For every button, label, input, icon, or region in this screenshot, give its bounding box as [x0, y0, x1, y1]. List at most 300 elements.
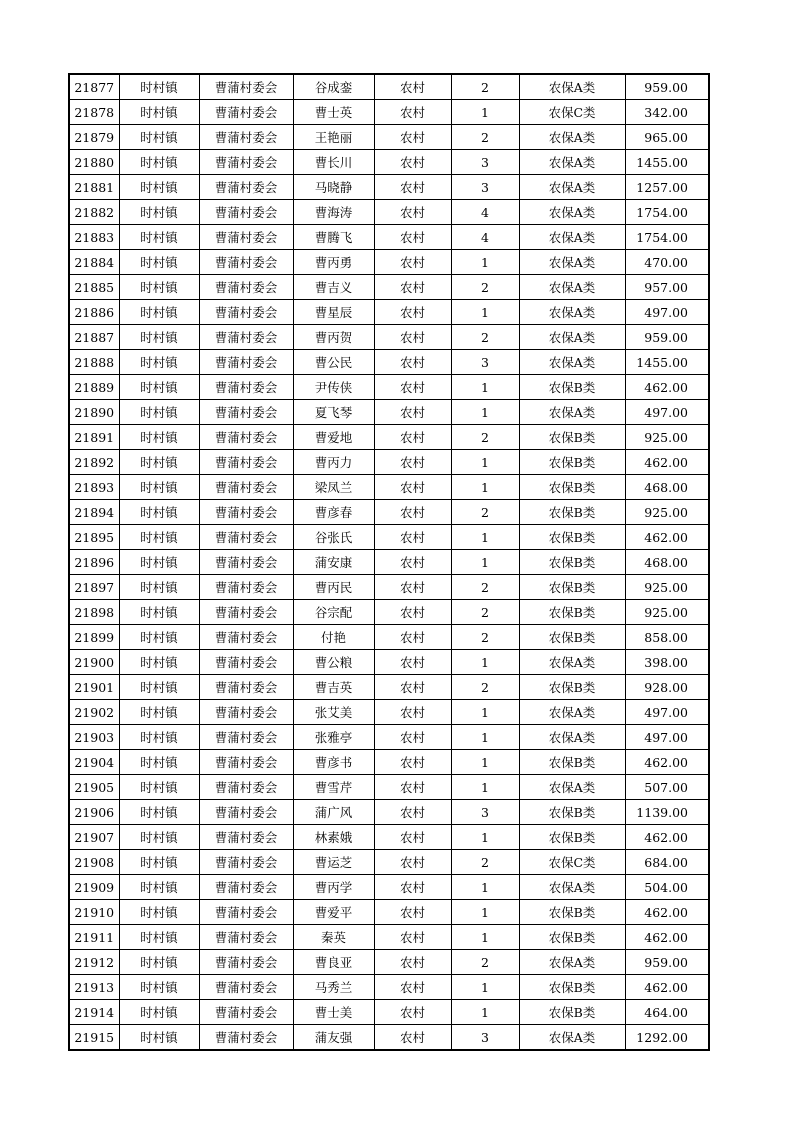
- table-row: [69, 225, 709, 250]
- name-cell: 曹丙民: [293, 575, 374, 600]
- town-cell: 时村镇: [119, 750, 199, 775]
- record-id-cell: 21883: [69, 225, 119, 250]
- category-cell: 农保B类: [519, 925, 625, 950]
- town-cell: 时村镇: [119, 400, 199, 425]
- town-cell: 时村镇: [119, 500, 199, 525]
- name-cell: 谷成銮: [293, 74, 374, 100]
- town-cell: 时村镇: [119, 925, 199, 950]
- village-committee-cell: 曹蒲村委会: [199, 100, 293, 125]
- category-cell: 农保A类: [519, 250, 625, 275]
- table-row: [69, 525, 709, 550]
- village-committee-cell: 曹蒲村委会: [199, 475, 293, 500]
- amount-cell: 398.00: [625, 650, 709, 675]
- town-cell: 时村镇: [119, 800, 199, 825]
- name-cell: 曹丙学: [293, 875, 374, 900]
- village-committee-cell: 曹蒲村委会: [199, 74, 293, 100]
- member-count-cell: 1: [451, 400, 519, 425]
- table-row: [69, 900, 709, 925]
- amount-cell: 507.00: [625, 775, 709, 800]
- name-cell: 曹良亚: [293, 950, 374, 975]
- name-cell: 谷宗配: [293, 600, 374, 625]
- member-count-cell: 1: [451, 975, 519, 1000]
- village-committee-cell: 曹蒲村委会: [199, 1000, 293, 1025]
- category-cell: 农保A类: [519, 875, 625, 900]
- record-id-cell: 21890: [69, 400, 119, 425]
- record-id-cell: 21902: [69, 700, 119, 725]
- town-cell: 时村镇: [119, 775, 199, 800]
- record-id-cell: 21907: [69, 825, 119, 850]
- table-row: [69, 325, 709, 350]
- member-count-cell: 1: [451, 375, 519, 400]
- table-row: [69, 500, 709, 525]
- amount-cell: 684.00: [625, 850, 709, 875]
- name-cell: 林素娥: [293, 825, 374, 850]
- table-row: [69, 925, 709, 950]
- household-type-cell: 农村: [374, 225, 451, 250]
- name-cell: 曹彦春: [293, 500, 374, 525]
- town-cell: 时村镇: [119, 300, 199, 325]
- village-committee-cell: 曹蒲村委会: [199, 825, 293, 850]
- member-count-cell: 1: [451, 775, 519, 800]
- village-committee-cell: 曹蒲村委会: [199, 725, 293, 750]
- category-cell: 农保B类: [519, 550, 625, 575]
- member-count-cell: 1: [451, 750, 519, 775]
- category-cell: 农保B类: [519, 800, 625, 825]
- member-count-cell: 2: [451, 425, 519, 450]
- name-cell: 曹丙贺: [293, 325, 374, 350]
- amount-cell: 1139.00: [625, 800, 709, 825]
- table-row: [69, 625, 709, 650]
- member-count-cell: 1: [451, 250, 519, 275]
- category-cell: 农保B类: [519, 450, 625, 475]
- table-row: [69, 375, 709, 400]
- village-committee-cell: 曹蒲村委会: [199, 775, 293, 800]
- record-id-cell: 21886: [69, 300, 119, 325]
- amount-cell: 858.00: [625, 625, 709, 650]
- household-type-cell: 农村: [374, 1000, 451, 1025]
- table-row: [69, 425, 709, 450]
- name-cell: 曹丙力: [293, 450, 374, 475]
- category-cell: 农保B类: [519, 475, 625, 500]
- household-type-cell: 农村: [374, 525, 451, 550]
- amount-cell: 925.00: [625, 575, 709, 600]
- town-cell: 时村镇: [119, 125, 199, 150]
- category-cell: 农保B类: [519, 675, 625, 700]
- household-type-cell: 农村: [374, 350, 451, 375]
- member-count-cell: 2: [451, 125, 519, 150]
- amount-cell: 462.00: [625, 825, 709, 850]
- town-cell: 时村镇: [119, 425, 199, 450]
- household-type-cell: 农村: [374, 450, 451, 475]
- category-cell: 农保A类: [519, 725, 625, 750]
- village-committee-cell: 曹蒲村委会: [199, 375, 293, 400]
- category-cell: 农保C类: [519, 850, 625, 875]
- table-row: [69, 250, 709, 275]
- amount-cell: 470.00: [625, 250, 709, 275]
- category-cell: 农保A类: [519, 275, 625, 300]
- amount-cell: 959.00: [625, 74, 709, 100]
- name-cell: 王艳丽: [293, 125, 374, 150]
- household-type-cell: 农村: [374, 875, 451, 900]
- name-cell: 谷张氏: [293, 525, 374, 550]
- amount-cell: 959.00: [625, 950, 709, 975]
- household-type-cell: 农村: [374, 775, 451, 800]
- household-type-cell: 农村: [374, 325, 451, 350]
- name-cell: 曹公粮: [293, 650, 374, 675]
- household-type-cell: 农村: [374, 425, 451, 450]
- village-committee-cell: 曹蒲村委会: [199, 425, 293, 450]
- category-cell: 农保C类: [519, 100, 625, 125]
- household-type-cell: 农村: [374, 300, 451, 325]
- record-id-cell: 21901: [69, 675, 119, 700]
- household-type-cell: 农村: [374, 250, 451, 275]
- member-count-cell: 1: [451, 475, 519, 500]
- household-type-cell: 农村: [374, 475, 451, 500]
- village-committee-cell: 曹蒲村委会: [199, 350, 293, 375]
- member-count-cell: 2: [451, 850, 519, 875]
- amount-cell: 959.00: [625, 325, 709, 350]
- village-committee-cell: 曹蒲村委会: [199, 950, 293, 975]
- town-cell: 时村镇: [119, 250, 199, 275]
- household-type-cell: 农村: [374, 275, 451, 300]
- record-id-cell: 21898: [69, 600, 119, 625]
- name-cell: 曹雪芹: [293, 775, 374, 800]
- table-row: [69, 700, 709, 725]
- village-committee-cell: 曹蒲村委会: [199, 250, 293, 275]
- name-cell: 秦英: [293, 925, 374, 950]
- town-cell: 时村镇: [119, 100, 199, 125]
- amount-cell: 462.00: [625, 750, 709, 775]
- name-cell: 尹传侠: [293, 375, 374, 400]
- amount-cell: 1754.00: [625, 200, 709, 225]
- town-cell: 时村镇: [119, 825, 199, 850]
- household-type-cell: 农村: [374, 175, 451, 200]
- name-cell: 曹星辰: [293, 300, 374, 325]
- category-cell: 农保B类: [519, 425, 625, 450]
- village-committee-cell: 曹蒲村委会: [199, 450, 293, 475]
- category-cell: 农保A类: [519, 325, 625, 350]
- member-count-cell: 1: [451, 300, 519, 325]
- category-cell: 农保A类: [519, 150, 625, 175]
- table-row: [69, 975, 709, 1000]
- amount-cell: 497.00: [625, 725, 709, 750]
- table-row: [69, 950, 709, 975]
- village-committee-cell: 曹蒲村委会: [199, 925, 293, 950]
- member-count-cell: 2: [451, 575, 519, 600]
- member-count-cell: 1: [451, 100, 519, 125]
- record-id-cell: 21888: [69, 350, 119, 375]
- record-id-cell: 21885: [69, 275, 119, 300]
- village-committee-cell: 曹蒲村委会: [199, 800, 293, 825]
- town-cell: 时村镇: [119, 175, 199, 200]
- name-cell: 蒲友强: [293, 1025, 374, 1051]
- amount-cell: 925.00: [625, 500, 709, 525]
- member-count-cell: 3: [451, 175, 519, 200]
- household-type-cell: 农村: [374, 200, 451, 225]
- table-row: [69, 850, 709, 875]
- amount-cell: 464.00: [625, 1000, 709, 1025]
- household-type-cell: 农村: [374, 125, 451, 150]
- town-cell: 时村镇: [119, 74, 199, 100]
- member-count-cell: 2: [451, 74, 519, 100]
- village-committee-cell: 曹蒲村委会: [199, 875, 293, 900]
- village-committee-cell: 曹蒲村委会: [199, 125, 293, 150]
- amount-cell: 925.00: [625, 600, 709, 625]
- record-id-cell: 21880: [69, 150, 119, 175]
- town-cell: 时村镇: [119, 1025, 199, 1051]
- category-cell: 农保B类: [519, 375, 625, 400]
- member-count-cell: 1: [451, 450, 519, 475]
- category-cell: 农保A类: [519, 175, 625, 200]
- name-cell: 张艾美: [293, 700, 374, 725]
- name-cell: 曹运芝: [293, 850, 374, 875]
- category-cell: 农保A类: [519, 200, 625, 225]
- category-cell: 农保B类: [519, 750, 625, 775]
- village-committee-cell: 曹蒲村委会: [199, 975, 293, 1000]
- table-row: [69, 600, 709, 625]
- member-count-cell: 1: [451, 875, 519, 900]
- village-committee-cell: 曹蒲村委会: [199, 175, 293, 200]
- town-cell: 时村镇: [119, 950, 199, 975]
- amount-cell: 497.00: [625, 700, 709, 725]
- record-id-cell: 21899: [69, 625, 119, 650]
- amount-cell: 462.00: [625, 925, 709, 950]
- category-cell: 农保B类: [519, 500, 625, 525]
- village-committee-cell: 曹蒲村委会: [199, 225, 293, 250]
- record-id-cell: 21912: [69, 950, 119, 975]
- record-id-cell: 21895: [69, 525, 119, 550]
- name-cell: 马秀兰: [293, 975, 374, 1000]
- amount-cell: 1455.00: [625, 150, 709, 175]
- town-cell: 时村镇: [119, 900, 199, 925]
- household-type-cell: 农村: [374, 850, 451, 875]
- category-cell: 农保B类: [519, 900, 625, 925]
- name-cell: 曹彦书: [293, 750, 374, 775]
- table-row: [69, 675, 709, 700]
- name-cell: 付艳: [293, 625, 374, 650]
- record-id-cell: 21908: [69, 850, 119, 875]
- village-committee-cell: 曹蒲村委会: [199, 675, 293, 700]
- town-cell: 时村镇: [119, 475, 199, 500]
- household-type-cell: 农村: [374, 725, 451, 750]
- village-committee-cell: 曹蒲村委会: [199, 900, 293, 925]
- village-committee-cell: 曹蒲村委会: [199, 700, 293, 725]
- village-committee-cell: 曹蒲村委会: [199, 650, 293, 675]
- town-cell: 时村镇: [119, 675, 199, 700]
- town-cell: 时村镇: [119, 1000, 199, 1025]
- table-row: [69, 400, 709, 425]
- town-cell: 时村镇: [119, 650, 199, 675]
- table-row: [69, 550, 709, 575]
- category-cell: 农保B类: [519, 600, 625, 625]
- table-row: [69, 150, 709, 175]
- amount-cell: 468.00: [625, 475, 709, 500]
- town-cell: 时村镇: [119, 225, 199, 250]
- member-count-cell: 1: [451, 525, 519, 550]
- category-cell: 农保A类: [519, 950, 625, 975]
- household-type-cell: 农村: [374, 575, 451, 600]
- category-cell: 农保A类: [519, 775, 625, 800]
- name-cell: 曹海涛: [293, 200, 374, 225]
- member-count-cell: 1: [451, 650, 519, 675]
- category-cell: 农保B类: [519, 525, 625, 550]
- name-cell: 曹爱平: [293, 900, 374, 925]
- member-count-cell: 4: [451, 200, 519, 225]
- member-count-cell: 2: [451, 675, 519, 700]
- category-cell: 农保A类: [519, 300, 625, 325]
- record-id-cell: 21911: [69, 925, 119, 950]
- amount-cell: 342.00: [625, 100, 709, 125]
- village-committee-cell: 曹蒲村委会: [199, 750, 293, 775]
- record-id-cell: 21906: [69, 800, 119, 825]
- household-type-cell: 农村: [374, 650, 451, 675]
- record-id-cell: 21892: [69, 450, 119, 475]
- record-id-cell: 21897: [69, 575, 119, 600]
- town-cell: 时村镇: [119, 875, 199, 900]
- member-count-cell: 4: [451, 225, 519, 250]
- table-row: [69, 125, 709, 150]
- amount-cell: 462.00: [625, 975, 709, 1000]
- name-cell: 曹吉义: [293, 275, 374, 300]
- household-type-cell: 农村: [374, 825, 451, 850]
- category-cell: 农保A类: [519, 400, 625, 425]
- category-cell: 农保B类: [519, 575, 625, 600]
- category-cell: 农保A类: [519, 125, 625, 150]
- member-count-cell: 2: [451, 950, 519, 975]
- town-cell: 时村镇: [119, 275, 199, 300]
- town-cell: 时村镇: [119, 350, 199, 375]
- village-committee-cell: 曹蒲村委会: [199, 500, 293, 525]
- category-cell: 农保A类: [519, 225, 625, 250]
- name-cell: 蒲广风: [293, 800, 374, 825]
- member-count-cell: 3: [451, 350, 519, 375]
- member-count-cell: 2: [451, 600, 519, 625]
- household-type-cell: 农村: [374, 925, 451, 950]
- record-id-cell: 21878: [69, 100, 119, 125]
- town-cell: 时村镇: [119, 725, 199, 750]
- town-cell: 时村镇: [119, 325, 199, 350]
- village-committee-cell: 曹蒲村委会: [199, 200, 293, 225]
- amount-cell: 462.00: [625, 450, 709, 475]
- member-count-cell: 2: [451, 325, 519, 350]
- town-cell: 时村镇: [119, 200, 199, 225]
- name-cell: 曹公民: [293, 350, 374, 375]
- town-cell: 时村镇: [119, 525, 199, 550]
- amount-cell: 965.00: [625, 125, 709, 150]
- name-cell: 夏飞琴: [293, 400, 374, 425]
- amount-cell: 462.00: [625, 900, 709, 925]
- record-id-cell: 21905: [69, 775, 119, 800]
- record-id-cell: 21914: [69, 1000, 119, 1025]
- table-body: [69, 74, 709, 1050]
- member-count-cell: 2: [451, 275, 519, 300]
- town-cell: 时村镇: [119, 575, 199, 600]
- town-cell: 时村镇: [119, 550, 199, 575]
- member-count-cell: 1: [451, 700, 519, 725]
- member-count-cell: 3: [451, 800, 519, 825]
- town-cell: 时村镇: [119, 150, 199, 175]
- household-type-cell: 农村: [374, 950, 451, 975]
- name-cell: 梁凤兰: [293, 475, 374, 500]
- record-id-cell: 21896: [69, 550, 119, 575]
- table-row: [69, 800, 709, 825]
- town-cell: 时村镇: [119, 450, 199, 475]
- member-count-cell: 2: [451, 625, 519, 650]
- household-type-cell: 农村: [374, 975, 451, 1000]
- village-committee-cell: 曹蒲村委会: [199, 600, 293, 625]
- amount-cell: 468.00: [625, 550, 709, 575]
- amount-cell: 1754.00: [625, 225, 709, 250]
- household-type-cell: 农村: [374, 150, 451, 175]
- village-committee-cell: 曹蒲村委会: [199, 275, 293, 300]
- table-row: [69, 1025, 709, 1051]
- record-id-cell: 21915: [69, 1025, 119, 1051]
- member-count-cell: 1: [451, 550, 519, 575]
- record-id-cell: 21913: [69, 975, 119, 1000]
- table-row: [69, 74, 709, 100]
- record-id-cell: 21887: [69, 325, 119, 350]
- table-row: [69, 825, 709, 850]
- village-committee-cell: 曹蒲村委会: [199, 850, 293, 875]
- category-cell: 农保B类: [519, 625, 625, 650]
- town-cell: 时村镇: [119, 700, 199, 725]
- table-row: [69, 1000, 709, 1025]
- table-row: [69, 750, 709, 775]
- town-cell: 时村镇: [119, 600, 199, 625]
- village-committee-cell: 曹蒲村委会: [199, 575, 293, 600]
- village-committee-cell: 曹蒲村委会: [199, 300, 293, 325]
- name-cell: 曹士美: [293, 1000, 374, 1025]
- table-row: [69, 475, 709, 500]
- amount-cell: 1455.00: [625, 350, 709, 375]
- town-cell: 时村镇: [119, 975, 199, 1000]
- category-cell: 农保A类: [519, 1025, 625, 1051]
- member-count-cell: 1: [451, 925, 519, 950]
- category-cell: 农保A类: [519, 700, 625, 725]
- table-row: [69, 100, 709, 125]
- amount-cell: 462.00: [625, 525, 709, 550]
- record-id-cell: 21903: [69, 725, 119, 750]
- member-count-cell: 2: [451, 500, 519, 525]
- table-row: [69, 275, 709, 300]
- name-cell: 曹士英: [293, 100, 374, 125]
- amount-cell: 928.00: [625, 675, 709, 700]
- household-type-cell: 农村: [374, 500, 451, 525]
- table-row: [69, 350, 709, 375]
- town-cell: 时村镇: [119, 625, 199, 650]
- household-type-cell: 农村: [374, 700, 451, 725]
- table-row: [69, 175, 709, 200]
- name-cell: 曹丙勇: [293, 250, 374, 275]
- household-type-cell: 农村: [374, 400, 451, 425]
- category-cell: 农保A类: [519, 650, 625, 675]
- category-cell: 农保A类: [519, 74, 625, 100]
- record-id-cell: 21882: [69, 200, 119, 225]
- record-id-cell: 21900: [69, 650, 119, 675]
- table-row: [69, 300, 709, 325]
- household-type-cell: 农村: [374, 750, 451, 775]
- name-cell: 曹爱地: [293, 425, 374, 450]
- record-id-cell: 21881: [69, 175, 119, 200]
- name-cell: 曹腾飞: [293, 225, 374, 250]
- village-committee-cell: 曹蒲村委会: [199, 625, 293, 650]
- village-committee-cell: 曹蒲村委会: [199, 525, 293, 550]
- household-type-cell: 农村: [374, 74, 451, 100]
- record-id-cell: 21879: [69, 125, 119, 150]
- household-type-cell: 农村: [374, 375, 451, 400]
- name-cell: 张雅亭: [293, 725, 374, 750]
- name-cell: 曹长川: [293, 150, 374, 175]
